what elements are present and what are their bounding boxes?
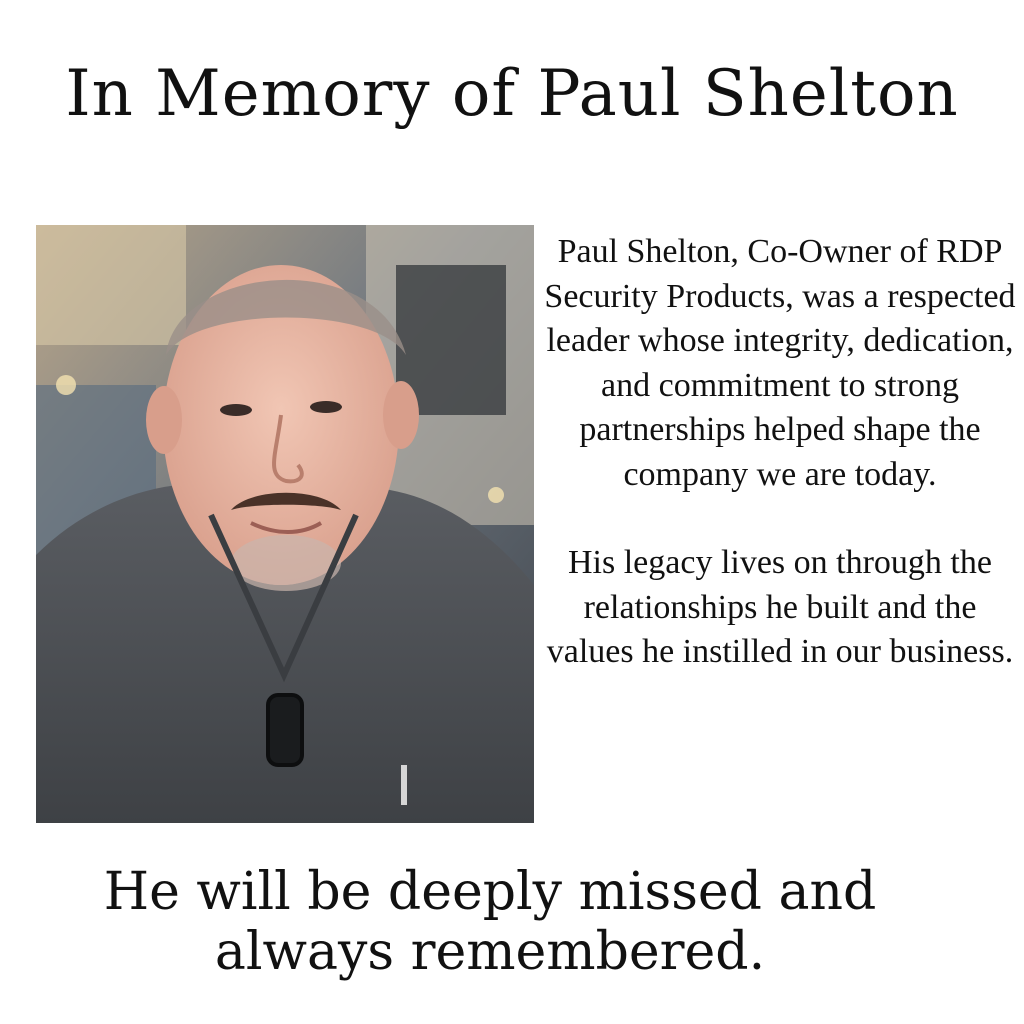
closing-message: He will be deeply missed and always remembered. <box>103 862 877 982</box>
memorial-photo <box>36 225 534 823</box>
memorial-title: In Memory of Paul Shelton <box>65 57 959 131</box>
bio-paragraph-1: Paul Shelton, Co-Owner of RDP Security Products, was a respected leader whose integrity, dedication, and commitment to strong partnerships helped shape the company we are today. <box>544 233 1016 493</box>
memorial-bio <box>536 230 1024 675</box>
bio-paragraph-2: His legacy lives on through the relationships he built and the values he instilled in our business. <box>546 544 1014 670</box>
portrait-illustration <box>36 225 534 823</box>
